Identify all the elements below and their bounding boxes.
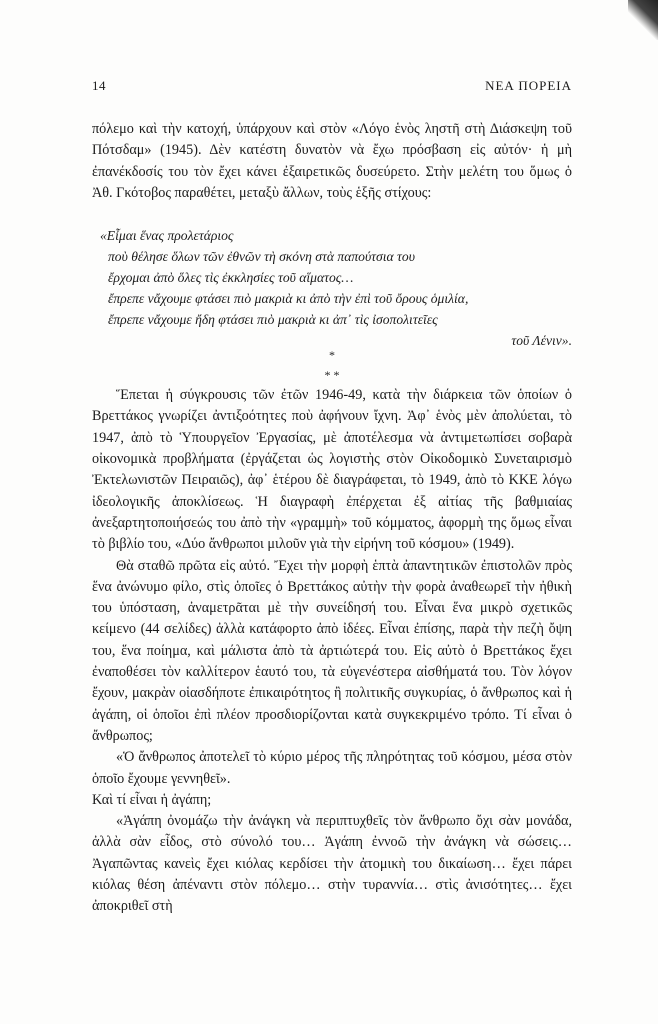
page-number: 14 <box>92 78 106 93</box>
poem-excerpt <box>92 225 572 351</box>
poem-line: ἔπρεπε νἄχουμε φτάσει πιὸ μακριὰ κι ἀπὸ τὴν ἐπὶ τοῦ ὄρους ὁμιλία, <box>108 291 469 307</box>
poem-line: ἔρχομαι ἀπὸ ὅλες τὶς ἐκκλησίες τοῦ αἵματος… <box>108 270 354 286</box>
paragraph: Θὰ σταθῶ πρῶτα εἰς αὐτό. Ἔχει τὴν μορφὴ ἑπτὰ ἀπαντητικῶν ἐπιστολῶν πρὸς ἕνα ἀνώνυμο φίλο, στὶς ὁποῖες ὁ Βρεττάκος αὐτὴν τὴν φορὰ ἀναθεωρεῖ τὴν ἠθικὴ του ὑπόσταση, ἀναμετρᾶται μὲ τὴν συνείδησή του. Εἶναι ἕνα μικρὸ σχετικῶς κείμενο (44 σελίδες) ἀλλὰ κατάφορτο ἀπὸ ἰδέες. Εἶναι ἐπίσης, παρὰ τὴν πεζὴ ὄψη του, ἕνα ποίημα, καὶ μάλιστα ἀπὸ τὰ ἀρτιώτερά του. Εἰς αὐτὸ ὁ Βρεττάκος ἔχει ἐναποθέσει τὸν καλλίτερον ἑαυτό του, τὰ εὐγενέστερα αἰσθήματά του. Τὸν λόγον ἔχουν, μακρὰν οἱασδήποτε ἐπικαιρότητος ἢ πολιτικῆς συγκυρίας, ὁ ἄνθρωπος καὶ ἡ ἀγάπη, οἱ ὁποῖοι ἐπὶ πλέον προσδιορίζονται κατὰ συγκεκριμένο τρόπο. Τί εἶναι ὁ ἄνθρωπος; <box>92 557 572 744</box>
body-text <box>92 119 572 918</box>
block-quote: «Ὁ ἄνθρωπος ἀποτελεῖ τὸ κύριο μέρος τῆς πληρότητας τοῦ κόσμου, μέσα στὸν ὁποῖο ἔχουμε γεννηθεῖ». <box>92 749 572 787</box>
separator-star: * <box>333 368 340 383</box>
paragraph: Καὶ τί εἶναι ἡ ἀγάπη; <box>92 791 212 808</box>
section-separator <box>92 345 572 385</box>
separator-star: * <box>329 348 335 363</box>
running-title: ΝΕΑ ΠΟΡΕΙΑ <box>485 78 572 93</box>
poem-line: τοῦ Λένιν». <box>511 333 572 349</box>
separator-star: * <box>324 368 331 383</box>
paragraph: Ἕπεται ἡ σύγκρουσις τῶν ἐτῶν 1946-49, κατὰ τὴν διάρκεια τῶν ὁποίων ὁ Βρεττάκος γνωρίζει ἀντιξοότητες ποὺ ἀφήνουν ἴχνη. Ἀφ᾿ ἑνὸς μὲν ἀπολύεται, τὸ 1947, ἀπὸ τὸ Ὑπουργεῖον Ἐργασίας, μὲ ἀποτέλεσμα νὰ ἀντιμετωπίσει σοβαρὰ οἰκονομικὰ προβλήματα (ἐργάζεται ὡς λογιστὴς στὸν Οἰκοδομικὸ Συνεταιρισμὸ Ἐκτελωνιστῶν Πειραιῶς), ἀφ᾿ ἑτέρου δὲ διαγράφεται, τὸ 1949, ἀπὸ τὸ ΚΚΕ λόγω ἰδεολογικῆς ἀποκλίσεως. Ἡ διαγραφὴ ἐπέρχεται ἐξ αἰτίας τῆς βαθμιαίας ἀνεξαρτητοποιήσεώς του ἀπὸ τὴν «γραμμὴ» τοῦ κόμματος, ἀφορμὴ της ὅμως εἶναι τὸ βιβλίο του, «Δύο ἄνθρωποι μιλοῦν γιὰ τὴν εἰρήνη τοῦ κόσμου» (1949). <box>92 387 572 553</box>
poem-line: ποὺ θέλησε ὅλων τῶν ἐθνῶν τὴ σκόνη στὰ παπούτσια του <box>108 249 415 265</box>
page-corner-shadow <box>628 0 658 40</box>
paragraph: πόλεμο καὶ τὴν κατοχή, ὑπάρχουν καὶ στὸν «Λόγο ἑνὸς ληστῆ στὴ Διάσκεψη τοῦ Πότσδαμ» (1945). Δὲν κατέστη δυνατὸν νὰ ἔχω πρόσβαση εἰς αὐτόν· ἡ μὴ ἐπανέκδοσίς του τὸν ἔχει κάνει ἐξαιρετικῶς δυσεύρετο. Στὴν μελέτη του ὅμως ὁ Ἀθ. Γκότοβος παραθέτει, μεταξὺ ἄλλων, τοὺς ἑξῆς στίχους: <box>92 121 572 201</box>
poem-line: ἔπρεπε νἄχουμε ἤδη φτάσει πιὸ μακριὰ κι ἀπ᾿ τὶς ἰσοπολιτεῖες <box>108 312 438 328</box>
poem-line: «Εἶμαι ἕνας προλετάριος <box>100 228 234 244</box>
block-quote: «Ἀγάπη ὀνομάζω τὴν ἀνάγκη νὰ περιπτυχθεῖς τὸν ἄνθρωπο ὄχι σὰν μονάδα, ἀλλὰ σὰν εἶδος, στὸ σύνολό του… Ἀγάπη ἐννοῶ τὴν ἀνάγκη νὰ σώσεις… Ἀγαπῶντας κανεὶς ἔχει κιόλας κερδίσει τὴν ἀτομικὴ του δικαίωση… ἔχει πάρει κιόλας θέση ἀπέναντι στὸν πόλεμο… στὴν τυραννία… στὶς ἀνισότητες… ἔχει ἀποκριθεῖ στὴ <box>92 813 572 915</box>
